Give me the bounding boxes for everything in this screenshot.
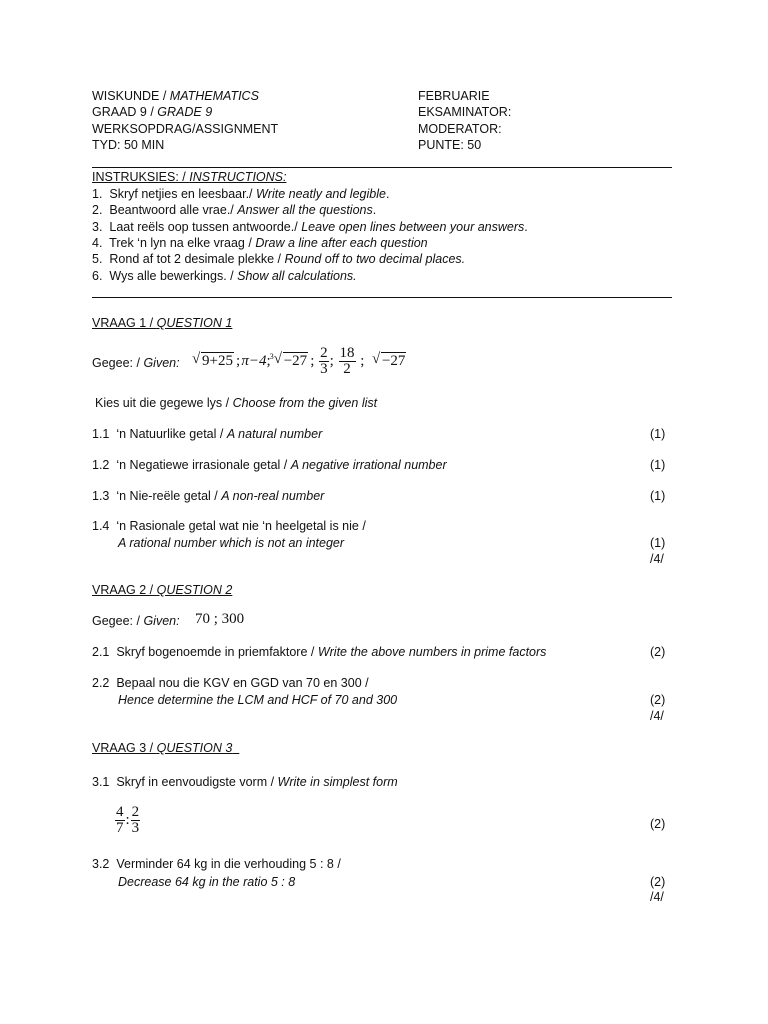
question-en: Hence determine the LCM and HCF of 70 and 300 [118, 693, 398, 707]
mark-allocation: (1) [650, 427, 666, 441]
radicand: −27 [283, 353, 308, 369]
q3-title-en: QUESTION 3 [156, 741, 233, 755]
question-num: 2.2 [92, 676, 110, 690]
question-item [92, 488, 324, 504]
instruction-num: 5. [92, 252, 103, 266]
sqrt-9-plus-25: √ 9+25 [192, 351, 233, 369]
question-num: 1.2 [92, 458, 110, 472]
question-item [92, 856, 341, 872]
question-item [92, 774, 398, 790]
separator: ; [360, 353, 365, 369]
question-num: 1.4 [92, 519, 110, 533]
q1-title-en: QUESTION 1 [156, 316, 233, 330]
instructions-heading [92, 169, 286, 185]
q2-title-en: QUESTION 2 [156, 583, 233, 597]
instruction-af: Beantwoord alle vrae./ [109, 203, 238, 217]
question-item-en [118, 692, 397, 708]
fraction-18-2 [339, 346, 356, 377]
q2-total: /4/ [650, 709, 664, 723]
question-item-en [118, 874, 295, 890]
subject-en: MATHEMATICS [169, 89, 259, 103]
radicand: −27 [381, 353, 406, 369]
question-af: ‘n Negatiewe irrasionale getal / [116, 458, 291, 472]
instruction-tail: . [372, 203, 377, 217]
marks-line: PUNTE: 50 [418, 138, 482, 152]
mark-allocation: (1) [650, 536, 666, 550]
mark-allocation: (1) [650, 458, 666, 472]
question-num: 3.2 [92, 857, 110, 871]
question-af: ‘n Rasionale getal wat nie ‘n heelgetal is nie / [116, 519, 366, 533]
question-af: ‘n Nie-reële getal / [116, 489, 222, 503]
question-en: A rational number which is not an integer [118, 536, 345, 550]
radicand: 9+25 [202, 353, 233, 369]
question-num: 1.1 [92, 427, 110, 441]
instructions-heading-en: INSTRUCTIONS: [189, 170, 287, 184]
q1-choose-en: Choose from the given list [232, 396, 378, 410]
numerator: 18 [339, 345, 355, 362]
instruction-item [92, 251, 465, 267]
divider-top [92, 167, 672, 168]
mark-allocation: (1) [650, 489, 666, 503]
q1-title-af: VRAAG 1 / [92, 316, 157, 330]
separator: ; [235, 353, 241, 369]
q2-given-af: Gegee: / [92, 614, 144, 628]
instruction-num: 4. [92, 236, 103, 250]
question-en: A non-real number [221, 489, 325, 503]
fraction-2-3 [319, 346, 329, 377]
instruction-num: 2. [92, 203, 103, 217]
numerator: 2 [131, 804, 140, 820]
question-af: Verminder 64 kg in die verhouding 5 : 8 / [116, 857, 341, 871]
divider-instructions [92, 297, 672, 298]
instruction-en: Show all calculations. [237, 269, 357, 283]
denominator: 2 [343, 361, 351, 378]
instruction-af: Rond af tot 2 desimale plekke / [109, 252, 285, 266]
q3-ratio-expression [114, 805, 141, 836]
instruction-num: 6. [92, 269, 103, 283]
q1-given-label [92, 355, 180, 371]
instruction-tail: . [385, 187, 390, 201]
question-num: 2.1 [92, 645, 110, 659]
question-af: Bepaal nou die KGV en GGD van 70 en 300 / [116, 676, 369, 690]
q3-total: /4/ [650, 890, 664, 904]
q3-title-af: VRAAG 3 / [92, 741, 157, 755]
cube-root-minus-27: 3 √ −27 [271, 346, 308, 376]
question-num: 1.3 [92, 489, 110, 503]
grade-en: GRADE 9 [157, 105, 213, 119]
task-line: WERKSOPDRAG/ASSIGNMENT [92, 122, 279, 136]
q1-given-en: Given: [143, 356, 180, 370]
instruction-en: Leave open lines between your answers [301, 220, 525, 234]
denominator: 7 [116, 820, 124, 836]
q1-given-af: Gegee: / [92, 356, 144, 370]
time-line: TYD: 50 MIN [92, 138, 165, 152]
instruction-num: 3. [92, 220, 103, 234]
numerator: 4 [116, 804, 124, 820]
q1-choose-line [95, 395, 377, 411]
examiner-line: EKSAMINATOR: [418, 105, 512, 119]
q1-given-expression [192, 346, 408, 377]
separator: ; [310, 353, 315, 369]
q1-total: /4/ [650, 552, 664, 566]
q2-title-af: VRAAG 2 / [92, 583, 157, 597]
instruction-item [92, 202, 376, 218]
mark-allocation: (2) [650, 693, 666, 707]
question-en: Write in simplest form [277, 775, 398, 789]
fraction-2-3 [131, 805, 141, 836]
grade-af: GRAAD 9 / [92, 105, 158, 119]
q3-title [92, 740, 239, 756]
ratio-separator: : [125, 811, 130, 828]
instruction-item [92, 235, 428, 251]
instruction-en: Answer all the questions [237, 203, 373, 217]
question-item [92, 644, 546, 660]
instruction-af: Trek ‘n lyn na elke vraag / [109, 236, 256, 250]
q2-given-values: 70 ; 300 [195, 611, 245, 627]
q2-given-label [92, 613, 180, 629]
instruction-en: Round off to two decimal places. [284, 252, 466, 266]
subject-af: WISKUNDE / [92, 89, 170, 103]
q1-title [92, 315, 232, 331]
question-af: Skryf bogenoemde in priemfaktore / [116, 645, 318, 659]
sqrt-minus-27: √ −27 [371, 351, 406, 369]
instruction-af: Laat reëls oop tussen antwoorde./ [109, 220, 302, 234]
instruction-tail: . [524, 220, 528, 234]
fraction-4-7 [115, 805, 125, 836]
mark-allocation: (2) [650, 817, 666, 831]
mark-allocation: (2) [650, 875, 666, 889]
question-item [92, 518, 366, 534]
denominator: 3 [320, 361, 328, 378]
q1-choose-af: Kies uit die gegewe lys / [95, 396, 233, 410]
separator: ; [266, 353, 271, 369]
instruction-item [92, 219, 528, 235]
root-index: 3 [269, 352, 274, 361]
subject-line [92, 88, 259, 104]
question-item-en [118, 535, 344, 551]
instruction-item [92, 186, 389, 202]
question-en: A negative irrational number [290, 458, 447, 472]
question-en: A natural number [226, 427, 323, 441]
question-en: Write the above numbers in prime factors [317, 645, 547, 659]
instruction-en: Draw a line after each question [255, 236, 428, 250]
instruction-af: Skryf netjies en leesbaar./ [109, 187, 256, 201]
q2-title [92, 582, 232, 598]
pi-minus-4: π−4 [241, 353, 267, 369]
instruction-af: Wys alle bewerkings. / [109, 269, 238, 283]
separator: ; [329, 353, 334, 369]
question-af: ‘n Natuurlike getal / [116, 427, 227, 441]
moderator-line: MODERATOR: [418, 122, 502, 136]
denominator: 3 [131, 820, 140, 836]
question-item [92, 426, 322, 442]
mark-allocation: (2) [650, 645, 666, 659]
instruction-item [92, 268, 357, 284]
question-item [92, 457, 447, 473]
month-line: FEBRUARIE [418, 89, 490, 103]
q2-given-en: Given: [143, 614, 180, 628]
numerator: 2 [320, 345, 328, 362]
grade-line [92, 104, 212, 120]
question-en: Decrease 64 kg in the ratio 5 : 8 [118, 875, 296, 889]
question-item [92, 675, 369, 691]
instruction-en: Write neatly and legible [256, 187, 386, 201]
question-num: 3.1 [92, 775, 110, 789]
question-af: Skryf in eenvoudigste vorm / [116, 775, 278, 789]
instruction-num: 1. [92, 187, 103, 201]
instructions-heading-af: INSTRUKSIES: / [92, 170, 190, 184]
